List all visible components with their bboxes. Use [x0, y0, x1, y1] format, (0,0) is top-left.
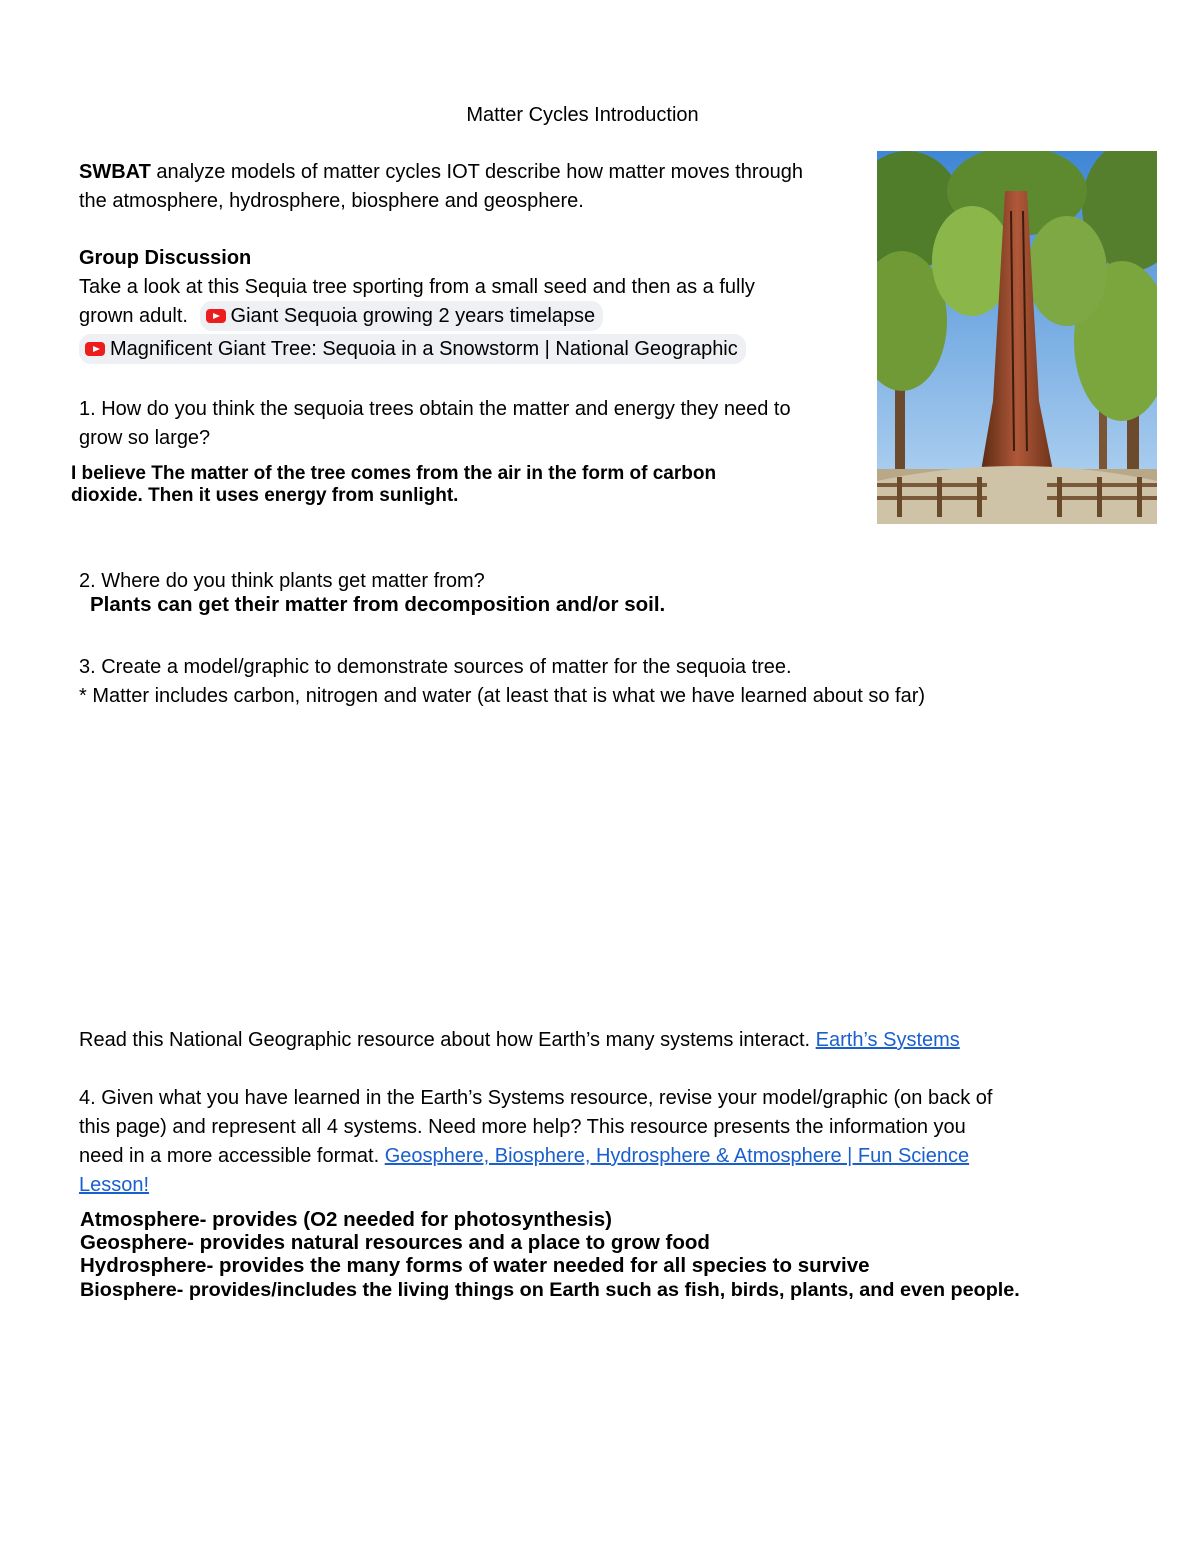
question-1-line-1: 1. How do you think the sequoia trees obtain the matter and energy they need to	[79, 398, 791, 420]
youtube-play-icon	[85, 342, 105, 356]
discussion-line-1: Take a look at this Sequia tree sporting from a small seed and then as a fully	[79, 276, 755, 298]
discussion-heading: Group Discussion	[79, 247, 252, 269]
question-3-line-1: 3. Create a model/graphic to demonstrate sources of matter for the sequoia tree.	[79, 656, 792, 678]
page-title: Matter Cycles Introduction	[466, 104, 699, 126]
question-4-line-3-text: need in a more accessible format.	[79, 1145, 385, 1167]
discussion-line-2-text: grown adult.	[79, 305, 188, 327]
question-4-line-4	[79, 1171, 149, 1200]
answer-hydrosphere: Hydrosphere- provides the many forms of water needed for all species to survive	[80, 1254, 870, 1277]
fun-science-lesson-link[interactable]: Geosphere, Biosphere, Hydrosphere & Atmosphere | Fun Science	[384, 1145, 970, 1167]
video-chip-timelapse[interactable]	[200, 301, 604, 331]
answer-biosphere: Biosphere- provides/includes the living things on Earth such as fish, birds, plants, and even people.	[80, 1279, 1020, 1301]
objective-line-2: the atmosphere, hydrosphere, biosphere and geosphere.	[79, 190, 584, 212]
question-2: 2. Where do you think plants get matter from?	[79, 570, 485, 592]
discussion-line-2	[79, 301, 603, 331]
youtube-play-icon	[206, 309, 226, 323]
answer-2: Plants can get their matter from decomposition and/or soil.	[90, 593, 666, 616]
read-resource-line	[79, 1026, 960, 1055]
fun-science-lesson-link-cont[interactable]: Lesson!	[79, 1174, 150, 1196]
answer-geosphere: Geosphere- provides natural resources and a place to grow food	[80, 1231, 710, 1254]
earths-systems-link[interactable]: Earth’s Systems	[815, 1029, 960, 1051]
objective-line-1	[79, 158, 803, 187]
question-3-line-2: * Matter includes carbon, nitrogen and water (at least that is what we have learned about so far)	[79, 685, 926, 707]
answer-1-line-1: I believe The matter of the tree comes from the air in the form of carbon	[71, 463, 717, 484]
video-row-2	[79, 334, 746, 364]
video-link-timelapse[interactable]: Giant Sequoia growing 2 years timelapse	[230, 305, 596, 327]
question-4-line-2: this page) and represent all 4 systems. Need more help? This resource presents the information you	[79, 1116, 966, 1138]
question-4-line-3	[79, 1142, 969, 1171]
read-resource-text: Read this National Geographic resource about how Earth’s many systems interact.	[79, 1029, 816, 1051]
giant-sequoia-photo	[877, 151, 1157, 524]
answer-1-line-2: dioxide. Then it uses energy from sunlight.	[71, 485, 459, 506]
objective-label: SWBAT	[79, 161, 151, 183]
video-link-snowstorm[interactable]: Magnificent Giant Tree: Sequoia in a Snowstorm | National Geographic	[110, 338, 738, 360]
answer-atmosphere: Atmosphere- provides (O2 needed for photosynthesis)	[80, 1208, 612, 1231]
objective-text: analyze models of matter cycles IOT describe how matter moves through	[150, 161, 803, 183]
question-1-line-2: grow so large?	[79, 427, 211, 449]
video-chip-snowstorm[interactable]	[79, 334, 746, 364]
question-4-line-1: 4. Given what you have learned in the Earth’s Systems resource, revise your model/graphic (on back of	[79, 1087, 993, 1109]
